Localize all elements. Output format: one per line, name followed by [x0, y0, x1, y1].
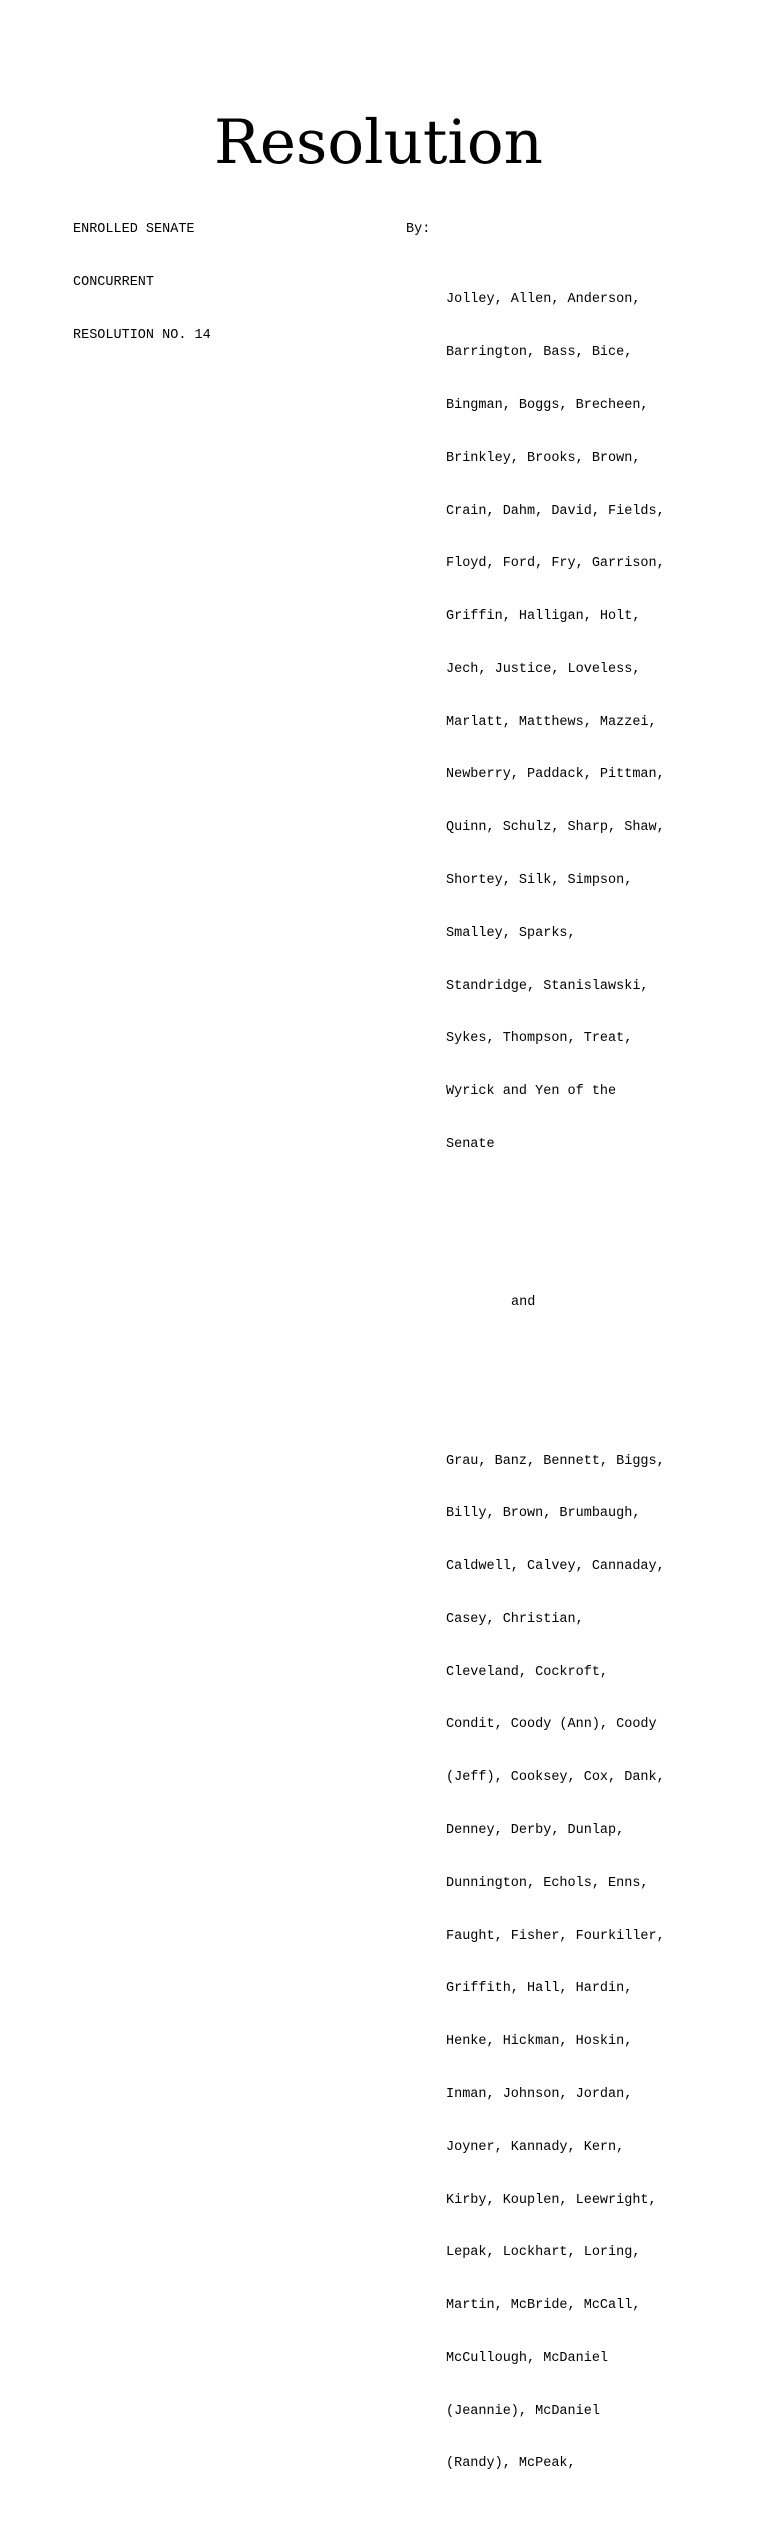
sponsor-list [446, 221, 665, 2526]
house-sponsor-line: Inman, Johnson, Jordan, [446, 2086, 633, 2102]
senate-sponsor-line: Marlatt, Matthews, Mazzei, [446, 714, 657, 730]
senate-sponsors [446, 256, 665, 1188]
resolution-id-line: ENROLLED SENATE [73, 222, 195, 238]
house-sponsor-line: Lepak, Lockhart, Loring, [446, 2245, 641, 2261]
conjunction-and: and [511, 1295, 536, 1311]
senate-sponsor-line: Barrington, Bass, Bice, [446, 345, 633, 361]
senate-sponsor-line: Wyrick and Yen of the [446, 1084, 617, 1100]
senate-sponsor-line: Jolley, Allen, Anderson, [446, 292, 641, 308]
by-label: By: [406, 222, 431, 237]
house-sponsor-line: Casey, Christian, [446, 1611, 584, 1627]
house-sponsor-line: (Randy), McPeak, [446, 2456, 576, 2472]
resolution-id-line: CONCURRENT [73, 274, 155, 290]
senate-sponsor-line: Senate [446, 1136, 495, 1152]
house-sponsor-line: (Jeannie), McDaniel [446, 2403, 600, 2419]
house-sponsor-line: (Jeff), Cooksey, Cox, Dank, [446, 1770, 665, 1786]
resolution-id-line: RESOLUTION NO. 14 [73, 327, 211, 343]
blank-line [446, 1241, 665, 1259]
house-sponsor-line: Faught, Fisher, Fourkiller, [446, 1928, 665, 1944]
house-sponsor-line: Martin, McBride, McCall, [446, 2298, 641, 2314]
house-sponsor-line: Condit, Coody (Ann), Coody [446, 1717, 657, 1733]
house-sponsor-line: Dunnington, Echols, Enns, [446, 1875, 649, 1891]
senate-sponsor-line: Standridge, Stanislawski, [446, 978, 649, 994]
blank-line [446, 1347, 665, 1365]
senate-sponsor-line: Bingman, Boggs, Brecheen, [446, 397, 649, 413]
house-sponsors [446, 1417, 665, 2508]
house-sponsor-line: Grau, Banz, Bennett, Biggs, [446, 1453, 665, 1469]
house-sponsor-line: Kirby, Kouplen, Leewright, [446, 2192, 657, 2208]
house-sponsor-line: McCullough, McDaniel [446, 2350, 609, 2366]
senate-sponsor-line: Jech, Justice, Loveless, [446, 661, 641, 677]
senate-sponsor-line: Smalley, Sparks, [446, 925, 576, 941]
house-sponsor-line: Caldwell, Calvey, Cannaday, [446, 1559, 665, 1575]
senate-sponsor-line: Brinkley, Brooks, Brown, [446, 450, 641, 466]
senate-sponsor-line: Shortey, Silk, Simpson, [446, 872, 633, 888]
senate-sponsor-line: Floyd, Ford, Fry, Garrison, [446, 556, 665, 572]
house-sponsor-line: Henke, Hickman, Hoskin, [446, 2034, 633, 2050]
resolution-identifier [73, 186, 211, 362]
senate-sponsor-line: Newberry, Paddack, Pittman, [446, 767, 665, 783]
senate-sponsor-line: Griffin, Halligan, Holt, [446, 609, 641, 625]
house-sponsor-line: Cleveland, Cockroft, [446, 1664, 609, 1680]
page-title: Resolution [214, 107, 543, 178]
senate-sponsor-line: Quinn, Schulz, Sharp, Shaw, [446, 820, 665, 836]
house-sponsor-line: Griffith, Hall, Hardin, [446, 1981, 633, 1997]
house-sponsor-line: Denney, Derby, Dunlap, [446, 1823, 625, 1839]
senate-sponsor-line: Sykes, Thompson, Treat, [446, 1031, 633, 1047]
house-sponsor-line: Joyner, Kannady, Kern, [446, 2139, 625, 2155]
house-sponsor-line: Billy, Brown, Brumbaugh, [446, 1506, 641, 1522]
senate-sponsor-line: Crain, Dahm, David, Fields, [446, 503, 665, 519]
